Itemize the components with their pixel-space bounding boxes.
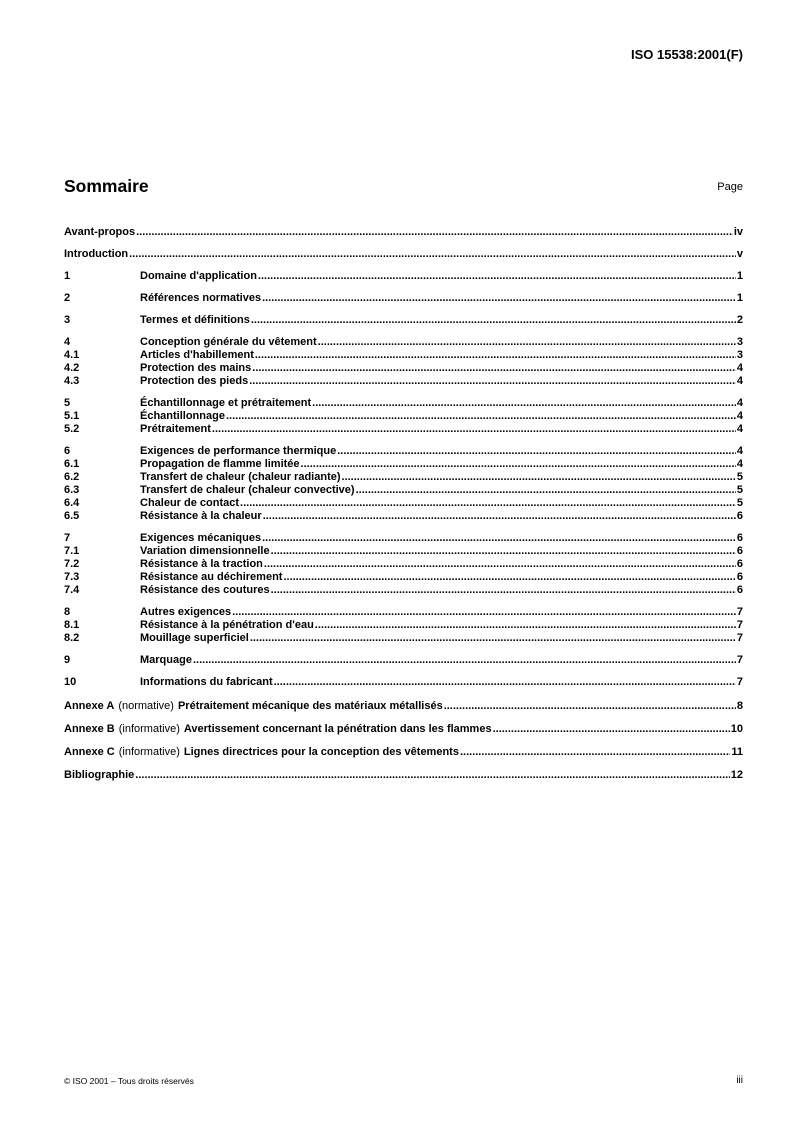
toc-entry[interactable] [64, 471, 743, 484]
toc-entry-label: Résistance à la pénétration d'eau [140, 619, 314, 631]
toc-entry[interactable] [64, 410, 743, 423]
annex-type: (informative) [118, 723, 180, 735]
toc-dot-leader [271, 545, 736, 558]
toc-entry[interactable] [64, 248, 743, 261]
toc-entry-page: 1 [736, 270, 743, 282]
toc-entry-label: Variation dimensionnelle [140, 545, 270, 557]
toc-dot-leader [258, 270, 736, 283]
toc-entry-number: 6 [64, 445, 71, 457]
toc-entry-number: 6.3 [64, 484, 80, 496]
toc-entry-number: 4.3 [64, 375, 80, 387]
toc-dot-leader [283, 571, 735, 584]
toc-entry-page: 4 [736, 458, 743, 470]
toc-entry-number: 9 [64, 654, 71, 666]
toc-entry[interactable] [64, 619, 743, 632]
toc-entry-page: 4 [736, 410, 743, 422]
toc-entry-label: Chaleur de contact [140, 497, 240, 509]
toc-dot-leader [240, 497, 736, 510]
toc-entry-page: 7 [736, 676, 743, 688]
toc-dot-leader [315, 619, 736, 632]
toc-annex-entry[interactable] [64, 746, 743, 759]
toc-entry[interactable] [64, 458, 743, 471]
toc-entry-number: 5.2 [64, 423, 80, 435]
toc-entry-page: 4 [736, 423, 743, 435]
toc-dot-leader [493, 723, 730, 736]
toc-entry-page: 5 [736, 484, 743, 496]
toc-entry-number: 4.1 [64, 349, 80, 361]
toc-entry[interactable] [64, 397, 743, 410]
toc-entry-label: Termes et définitions [140, 314, 250, 326]
toc-entry-number: 10 [64, 676, 77, 688]
toc-entry[interactable] [64, 314, 743, 327]
page-column-label: Page [717, 181, 743, 193]
copyright-notice: © ISO 2001 – Tous droits réservés [64, 1076, 194, 1086]
annex-prefix: Annexe A [64, 700, 115, 712]
toc-entry-label: Échantillonnage [140, 410, 225, 422]
toc-entry-page: 4 [736, 375, 743, 387]
bibliography-label: Bibliographie [64, 769, 135, 781]
toc-entry-number: 7.3 [64, 571, 80, 583]
toc-dot-leader [226, 410, 736, 423]
toc-dot-leader [337, 445, 736, 458]
toc-annex-entry[interactable] [64, 700, 743, 713]
toc-entry-number: 6.1 [64, 458, 80, 470]
toc-dot-leader [129, 248, 736, 261]
toc-entry[interactable] [64, 654, 743, 667]
toc-entry-page: 7 [736, 632, 743, 644]
toc-entry[interactable] [64, 445, 743, 458]
toc-entry-page: 3 [736, 336, 743, 348]
toc-entry-label: Résistance à la traction [140, 558, 263, 570]
toc-entry[interactable] [64, 584, 743, 597]
toc-entry-page: 7 [736, 619, 743, 631]
toc-entry[interactable] [64, 571, 743, 584]
toc-dot-leader [252, 362, 736, 375]
toc-entry-number: 2 [64, 292, 71, 304]
toc-entry-number: 7.2 [64, 558, 80, 570]
toc-entry-label: Marquage [140, 654, 192, 666]
toc-dot-leader [255, 349, 736, 362]
annex-type: (informative) [118, 746, 180, 758]
toc-entry-label: Informations du fabricant [140, 676, 273, 688]
toc-entry[interactable] [64, 632, 743, 645]
toc-entry-page: 4 [736, 445, 743, 457]
toc-entry[interactable] [64, 497, 743, 510]
toc-entry-page: 2 [736, 314, 743, 326]
toc-entry-label: Prétraitement [140, 423, 211, 435]
toc-dot-leader [249, 375, 736, 388]
annex-type: (normative) [118, 700, 174, 712]
toc-entry[interactable] [64, 606, 743, 619]
toc-dot-leader [212, 423, 736, 436]
toc-dot-leader [342, 471, 736, 484]
toc-entry[interactable] [64, 676, 743, 689]
toc-entry[interactable] [64, 558, 743, 571]
toc-entry-page: 6 [736, 558, 743, 570]
table-of-contents [64, 226, 743, 782]
toc-entry-number: 6.2 [64, 471, 80, 483]
toc-entry-page: 7 [736, 654, 743, 666]
toc-entry-label: Mouillage superficiel [140, 632, 249, 644]
toc-entry[interactable] [64, 336, 743, 349]
toc-entry-number: 1 [64, 270, 71, 282]
toc-entry-number: 8 [64, 606, 71, 618]
toc-entry-label: Résistance à la chaleur [140, 510, 262, 522]
toc-entry-label: Domaine d'application [140, 270, 257, 282]
document-id: ISO 15538:2001(F) [630, 47, 743, 62]
toc-dot-leader [274, 676, 736, 689]
toc-dot-leader [312, 397, 736, 410]
toc-entry-number: 7.1 [64, 545, 80, 557]
toc-entry-label: Résistance au déchirement [140, 571, 283, 583]
page-title: Sommaire [64, 176, 149, 196]
toc-entry-number: 3 [64, 314, 71, 326]
toc-entry-page: 5 [736, 497, 743, 509]
page-number: iii [736, 1075, 743, 1086]
toc-entry-label: Références normatives [140, 292, 262, 304]
toc-bibliography-entry[interactable] [64, 769, 743, 782]
toc-entry-label: Conception générale du vêtement [140, 336, 317, 348]
toc-entry-label: Autres exigences [140, 606, 232, 618]
toc-entry[interactable] [64, 226, 743, 239]
annex-prefix: Annexe B [64, 723, 115, 735]
toc-entry-page: 8 [736, 700, 743, 712]
toc-entry[interactable] [64, 510, 743, 523]
toc-entry-page: 6 [736, 532, 743, 544]
toc-dot-leader [271, 584, 736, 597]
toc-dot-leader [250, 632, 736, 645]
annex-prefix: Annexe C [64, 746, 115, 758]
toc-entry-page: v [736, 248, 743, 260]
toc-entry[interactable] [64, 375, 743, 388]
toc-entry-number: 6.5 [64, 510, 80, 522]
toc-entry-label: Exigences de performance thermique [140, 445, 337, 457]
toc-entry[interactable] [64, 423, 743, 436]
toc-entry-number: 7 [64, 532, 71, 544]
toc-entry-number: 6.4 [64, 497, 80, 509]
toc-dot-leader [262, 532, 736, 545]
annex-title: Prétraitement mécanique des matériaux métallisés [177, 700, 443, 712]
toc-entry-number: 5 [64, 397, 71, 409]
toc-entry-page: 4 [736, 362, 743, 374]
toc-dot-leader [251, 314, 736, 327]
toc-entry-page: 12 [730, 769, 743, 781]
toc-entry-label: Protection des mains [140, 362, 252, 374]
toc-entry-page: 7 [736, 606, 743, 618]
toc-entry-label: Introduction [64, 248, 129, 260]
toc-entry[interactable] [64, 532, 743, 545]
toc-entry-page: 11 [731, 746, 743, 758]
toc-entry-page: 6 [736, 545, 743, 557]
toc-entry[interactable] [64, 362, 743, 375]
toc-entry-page: 6 [736, 584, 743, 596]
toc-dot-leader [193, 654, 736, 667]
toc-entry-number: 7.4 [64, 584, 80, 596]
toc-entry-label: Protection des pieds [140, 375, 249, 387]
toc-entry-page: 10 [730, 723, 743, 735]
toc-dot-leader [264, 558, 736, 571]
toc-dot-leader [135, 769, 729, 782]
toc-entry-label: Transfert de chaleur (chaleur convective) [140, 484, 355, 496]
toc-dot-leader [262, 292, 736, 305]
toc-entry-label: Avant-propos [64, 226, 136, 238]
toc-entry[interactable] [64, 292, 743, 305]
toc-entry[interactable] [64, 484, 743, 497]
toc-dot-leader [136, 226, 733, 239]
toc-dot-leader [444, 700, 736, 713]
toc-entry-number: 4 [64, 336, 71, 348]
toc-entry-page: 3 [736, 349, 743, 361]
toc-entry-label: Résistance des coutures [140, 584, 270, 596]
toc-entry-page: 6 [736, 571, 743, 583]
toc-entry-number: 4.2 [64, 362, 80, 374]
toc-entry-page: 4 [736, 397, 743, 409]
toc-dot-leader [232, 606, 736, 619]
toc-entry-label: Transfert de chaleur (chaleur radiante) [140, 471, 341, 483]
toc-entry-label: Propagation de flamme limitée [140, 458, 300, 470]
toc-entry-page: iv [733, 226, 743, 238]
toc-entry-number: 8.2 [64, 632, 80, 644]
toc-entry-page: 1 [736, 292, 743, 304]
toc-entry-label: Exigences mécaniques [140, 532, 262, 544]
toc-entry-label: Articles d'habillement [140, 349, 254, 361]
toc-entry[interactable] [64, 349, 743, 362]
toc-entry-page: 5 [736, 471, 743, 483]
toc-entry[interactable] [64, 270, 743, 283]
toc-dot-leader [263, 510, 736, 523]
toc-entry-number: 8.1 [64, 619, 80, 631]
toc-entry[interactable] [64, 545, 743, 558]
toc-entry-page: 6 [736, 510, 743, 522]
toc-dot-leader [356, 484, 736, 497]
toc-annex-entry[interactable] [64, 723, 743, 736]
toc-dot-leader [301, 458, 736, 471]
toc-entry-number: 5.1 [64, 410, 80, 422]
toc-dot-leader [460, 746, 730, 759]
annex-title: Lignes directrices pour la conception des vêtements [183, 746, 459, 758]
toc-dot-leader [318, 336, 736, 349]
toc-entry-label: Échantillonnage et prétraitement [140, 397, 312, 409]
annex-title: Avertissement concernant la pénétration dans les flammes [183, 723, 492, 735]
